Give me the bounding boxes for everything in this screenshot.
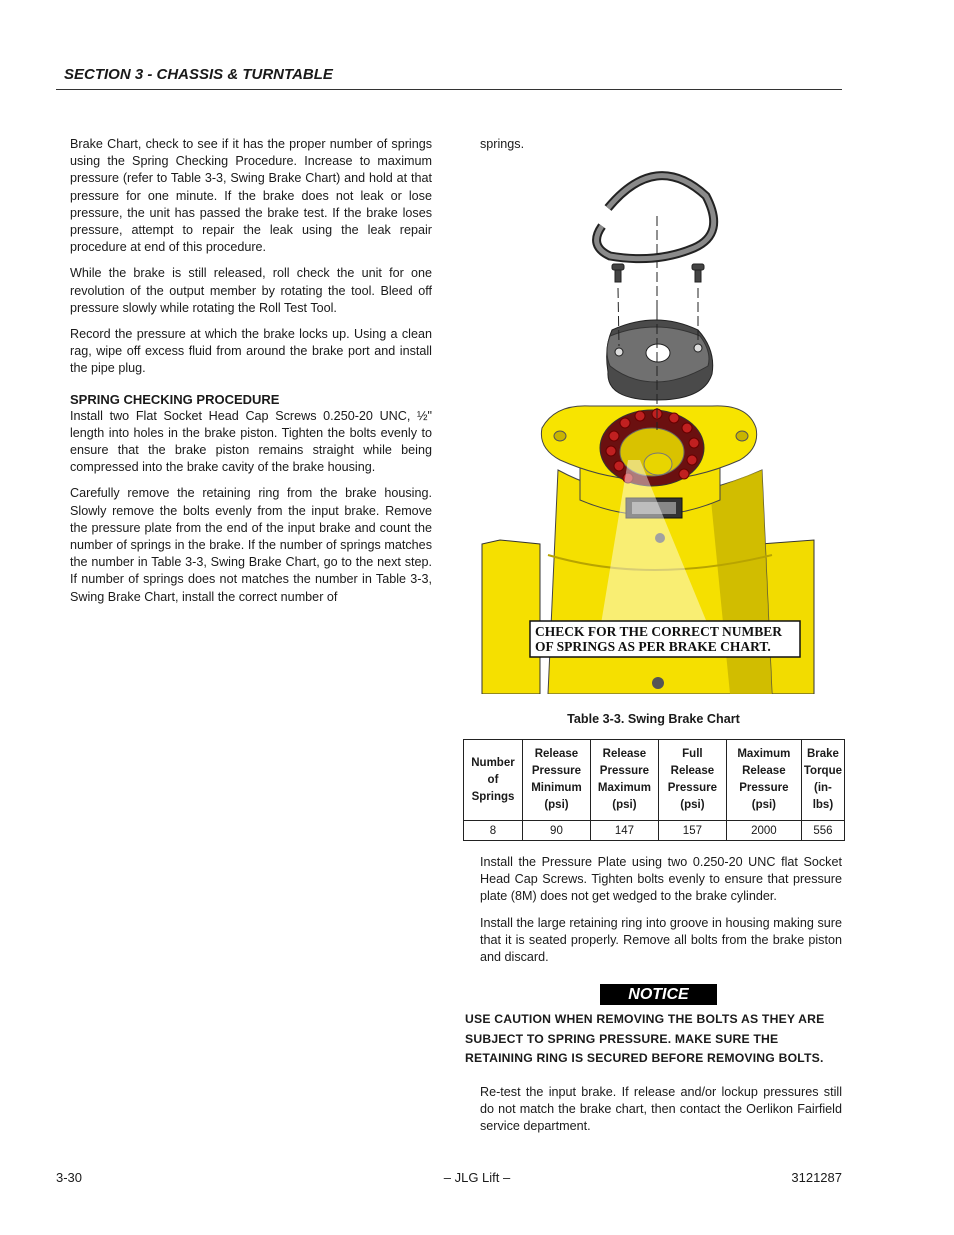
heading-spring-checking: SPRING CHECKING PROCEDURE <box>70 391 280 407</box>
header-release-pressure-minimum: Release Pressure Minimum (psi) <box>522 740 590 821</box>
header-number-of-springs: Number of Springs <box>464 740 523 821</box>
notice-text: USE CAUTION WHEN REMOVING THE BOLTS AS THEY ARE SUBJECT TO SPRING PRESSURE. MAKE SURE THE RETAINING RING IS SECURED BEFORE REMOVING BOLTS. <box>465 1012 825 1065</box>
paragraph-install-screws: Install two Flat Socket Head Cap Screws 0.250-20 UNC, ½" length into holes in the brake piston. Tighten the bolts evenly to ensure that the brake piston remains straight while being compressed into the brake cavity of the brake housing. <box>70 408 432 475</box>
paragraph-retest: Re-test the input brake. If release and/or lockup pressures still do not match the brake chart, then contact the Oerlikon Fairfield service department. <box>480 1085 842 1133</box>
header-brake-torque: Brake Torque (in-lbs) <box>801 740 844 821</box>
table-row <box>464 821 845 841</box>
housing-base-flange <box>482 540 540 694</box>
figure-callout-line2: OF SPRINGS AS PER BRAKE CHART. <box>535 639 771 654</box>
paragraph-install-pressure-plate: Install the Pressure Plate using two 0.250-20 UNC flat Socket Head Cap Screws. Tighten bolts evenly to ensure that pressure plate (8M) does not get wedged to the brake cylinder. <box>480 855 842 903</box>
figure-callout-line1: CHECK FOR THE CORRECT NUMBER <box>535 624 783 639</box>
cell-release-min: 90 <box>522 821 590 841</box>
header-release-pressure-maximum: Release Pressure Maximum (psi) <box>590 740 658 821</box>
swing-brake-table <box>463 739 845 841</box>
section-title: SECTION 3 - CHASSIS & TURNTABLE <box>64 66 333 83</box>
paragraph-remove-ring: Carefully remove the retaining ring from the brake housing. Slowly remove the bolts evenly from the input brake. Remove the pressure plate from the end of the input brake and count the number of springs in the brake. If the number of springs matches the number in Table 3-3, Swing Brake Chart, go to the next step. If number of springs does not matches the number in Table 3-3, Swing Brake Chart, install the correct number of <box>70 486 432 604</box>
right-column-text <box>480 854 842 976</box>
cell-number-of-springs: 8 <box>464 821 523 841</box>
cell-release-max: 147 <box>590 821 658 841</box>
left-column <box>70 136 432 615</box>
bolts <box>612 264 704 282</box>
pressure-plate <box>607 320 713 400</box>
footer-brand: – JLG Lift – <box>443 1170 511 1185</box>
paragraph-roll-check: While the brake is still released, roll check the unit for one revolution of the output member by rotating the tool. Bleed off pressure slowly while rotating the Roll Test Tool. <box>70 266 432 315</box>
paragraph-record-pressure: Record the pressure at which the brake locks up. Using a clean rag, wipe off excess fluid from around the brake port and install the pipe plug. <box>70 327 432 376</box>
cell-brake-torque: 556 <box>801 821 844 841</box>
brake-assembly-illustration <box>480 160 820 694</box>
paragraph-brake-test: Brake Chart, check to see if it has the proper number of springs using the Spring Checking Procedure. Increase to maximum pressure (refer to Table 3-3, Swing Brake Chart) and hold at that pressure for one minute. If the brake does not leak or lose pressure, the unit has passed the brake test. If the brake loses pressure, attempt to repair the leak using the leak repair procedure at end of this procedure. <box>70 137 432 255</box>
paragraph-springs-continuation: springs. <box>480 137 525 151</box>
table-header-row <box>464 740 845 821</box>
header-divider <box>56 89 842 90</box>
page-number: 3-30 <box>56 1170 83 1185</box>
header-full-release-pressure: Full Release Pressure (psi) <box>658 740 726 821</box>
paragraph-install-retaining-ring: Install the large retaining ring into groove in housing making sure that it is seated properly. Remove all bolts from the brake piston and discard. <box>480 916 842 964</box>
table-caption: Table 3-3. Swing Brake Chart <box>567 712 740 726</box>
document-number: 3121287 <box>791 1170 842 1185</box>
header-maximum-release-pressure: Maximum Release Pressure (psi) <box>726 740 801 821</box>
cell-full-release: 157 <box>658 821 726 841</box>
notice-badge: NOTICE <box>600 984 717 1005</box>
cell-max-release: 2000 <box>726 821 801 841</box>
